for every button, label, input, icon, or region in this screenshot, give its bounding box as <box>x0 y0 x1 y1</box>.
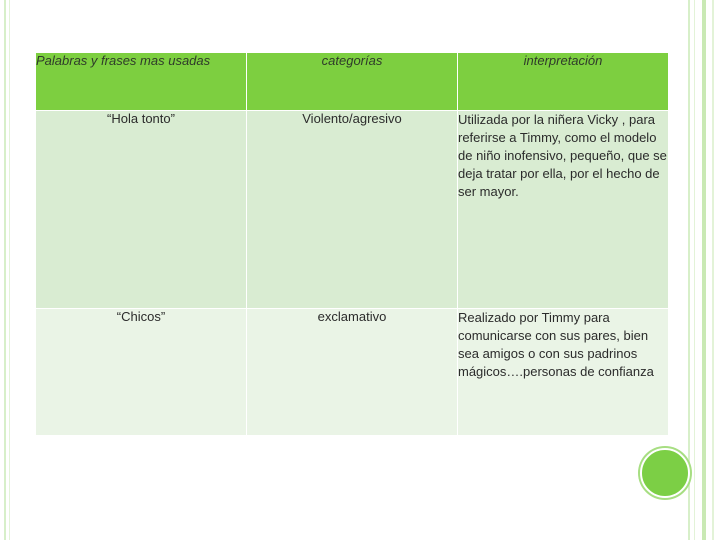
frame-line-right-3 <box>702 0 706 540</box>
cell-interpretation: Realizado por Timmy para comunicarse con sus pares, bien sea amigos o con sus padrinos mágicos….personas de confianza <box>458 309 669 436</box>
cell-phrase: “Chicos” <box>36 309 247 436</box>
frame-line-right-4 <box>712 0 714 540</box>
cell-category: exclamativo <box>247 309 458 436</box>
table-row <box>36 309 669 436</box>
decorative-circle <box>640 448 690 498</box>
phrases-table <box>35 52 669 436</box>
column-header-interpretation: interpretación <box>458 53 669 111</box>
column-header-categories: categorías <box>247 53 458 111</box>
table-header-row <box>36 53 669 111</box>
frame-line-left-outer <box>4 0 6 540</box>
table-row <box>36 111 669 309</box>
column-header-phrases: Palabras y frases mas usadas <box>36 53 247 111</box>
cell-category: Violento/agresivo <box>247 111 458 309</box>
frame-line-left-inner <box>9 0 10 540</box>
cell-phrase: “Hola tonto” <box>36 111 247 309</box>
frame-line-right-1 <box>688 0 690 540</box>
frame-line-right-2 <box>694 0 695 540</box>
cell-interpretation: Utilizada por la niñera Vicky , para referirse a Timmy, como el modelo de niño inofensivo, pequeño, que se deja tratar por ella, por el hecho de ser mayor. <box>458 111 669 309</box>
